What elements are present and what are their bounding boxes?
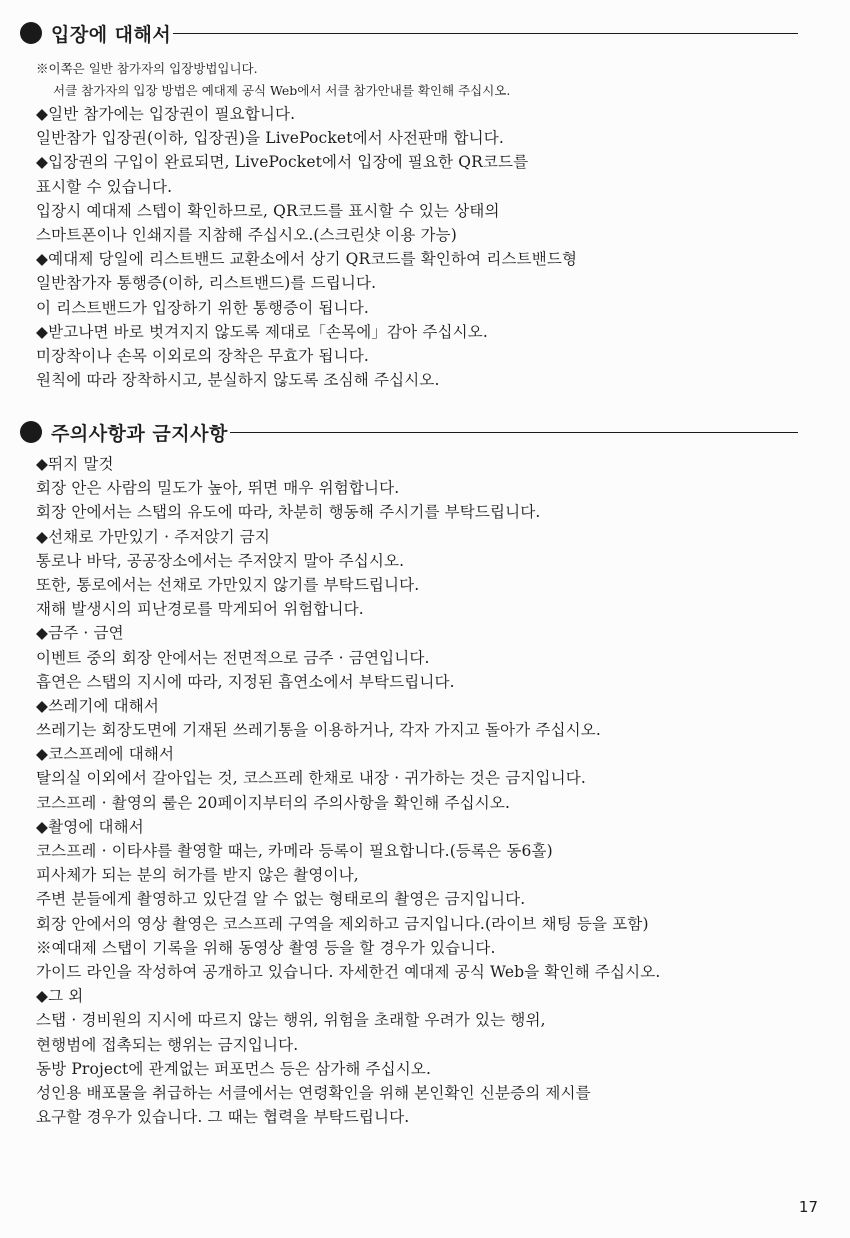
page-number: 17 — [798, 1198, 818, 1216]
text-line: ◆그 외 — [36, 987, 84, 1006]
text-line: ◆일반 참가에는 입장권이 필요합니다. — [36, 105, 296, 123]
text-line: ◆촬영에 대해서 — [36, 817, 144, 836]
section-header-admission — [20, 16, 798, 50]
text-line: 입장시 예대제 스텝이 확인하므로, QR코드를 표시할 수 있는 상태의 — [36, 201, 500, 220]
section-header-precautions — [20, 415, 798, 449]
text-line: ◆코스프레에 대해서 — [36, 745, 175, 764]
text-line: ◆받고나면 바로 벗겨지지 않도록 제대로「손목에」감아 주십시오. — [36, 322, 488, 341]
note-line: 서클 참가자의 입장 방법은 예대제 공식 Web에서 서클 참가안내를 확인해 주십시오. — [53, 83, 511, 98]
admission-body — [36, 58, 820, 392]
text-line: ◆쓰레기에 대해서 — [36, 696, 160, 715]
text-line: 또한, 통로에서는 선채로 가만있지 않기를 부탁드립니다. — [36, 575, 420, 594]
header-rule — [173, 33, 798, 34]
text-line: 흡연은 스탭의 지시에 따라, 지정된 흡연소에서 부탁드립니다. — [36, 672, 455, 691]
text-line: 쓰레기는 회장도면에 기재된 쓰레기통을 이용하거나, 각자 가지고 돌아가 주십시오. — [36, 721, 601, 740]
text-line: 표시할 수 있습니다. — [36, 177, 173, 196]
text-line: 가이드 라인을 작성하여 공개하고 있습니다. 자세한건 예대제 공식 Web을 확인해 주십시오. — [36, 962, 661, 981]
text-line: 탈의실 이외에서 갈아입는 것, 코스프레 한채로 내장 · 귀가하는 것은 금지입니다. — [36, 769, 586, 788]
text-line: 주변 분들에게 촬영하고 있단걸 알 수 없는 형태로의 촬영은 금지입니다. — [36, 890, 526, 909]
text-line: ◆뛰지 말것 — [36, 455, 114, 473]
text-line: ※예대제 스탭이 기록을 위해 동영상 촬영 등을 할 경우가 있습니다. — [36, 938, 496, 957]
text-line: 스탭 · 경비원의 지시에 따르지 않는 행위, 위험을 초래할 우려가 있는 행위, — [36, 1011, 546, 1030]
text-line: 스마트폰이나 인쇄지를 지참해 주십시오.(스크린샷 이용 가능) — [36, 225, 457, 244]
precautions-body — [36, 452, 820, 1129]
text-line: 피사체가 되는 분의 허가를 받지 않은 촬영이나, — [36, 866, 359, 885]
text-line: 원칙에 따라 장착하시고, 분실하지 않도록 조심해 주십시오. — [36, 371, 440, 390]
text-line: 일반참가 입장권(이하, 입장권)을 LivePocket에서 사전판매 합니다. — [36, 129, 504, 148]
text-line: 성인용 배포물을 취급하는 서클에서는 연령확인을 위해 본인확인 신분증의 제시를 — [36, 1083, 591, 1102]
note-line: ※이쪽은 일반 참가자의 입장방법입니다. — [36, 61, 258, 76]
text-line: 일반참가자 통행증(이하, 리스트밴드)를 드립니다. — [36, 274, 377, 293]
text-line: ◆예대제 당일에 리스트밴드 교환소에서 상기 QR코드를 확인하여 리스트밴드형 — [36, 250, 578, 269]
section-title: 주의사항과 금지사항 — [51, 422, 228, 445]
text-line: 재해 발생시의 피난경로를 막게되어 위험합니다. — [36, 600, 364, 619]
text-line: 회장 안에서의 영상 촬영은 코스프레 구역을 제외하고 금지입니다.(라이브 채팅 등을 포함) — [36, 914, 649, 933]
text-line: 동방 Project에 관계없는 퍼포먼스 등은 삼가해 주십시오. — [36, 1059, 432, 1078]
text-line: ◆선채로 가만있기 · 주저앉기 금지 — [36, 527, 271, 546]
text-line: ◆입장권의 구입이 완료되면, LivePocket에서 입장에 필요한 QR코드를 — [36, 153, 529, 172]
text-line: 현행범에 접촉되는 행위는 금지입니다. — [36, 1035, 299, 1054]
text-line: ◆금주 · 금연 — [36, 624, 124, 643]
text-line: 이 리스트밴드가 입장하기 위한 통행증이 됩니다. — [36, 298, 369, 317]
section-title: 입장에 대해서 — [51, 23, 172, 46]
text-line: 통로나 바닥, 공공장소에서는 주저앉지 말아 주십시오. — [36, 551, 405, 570]
text-line: 코스프레 · 이타샤를 촬영할 때는, 카메라 등록이 필요합니다.(등록은 동6홀) — [36, 842, 553, 860]
section-bullet-icon — [20, 22, 42, 44]
text-line: 회장 안에서는 스탭의 유도에 따라, 차분히 행동해 주시기를 부탁드립니다. — [36, 503, 541, 522]
text-line: 요구할 경우가 있습니다. 그 때는 협력을 부탁드립니다. — [36, 1108, 410, 1127]
text-line: 코스프레 · 촬영의 룰은 20페이지부터의 주의사항을 확인해 주십시오. — [36, 793, 511, 812]
text-line: 회장 안은 사람의 밀도가 높아, 뛰면 매우 위험합니다. — [36, 479, 400, 498]
text-line: 미장착이나 손목 이외로의 장착은 무효가 됩니다. — [36, 346, 369, 365]
header-rule — [230, 432, 798, 433]
text-line: 이벤트 중의 회장 안에서는 전면적으로 금주 · 금연입니다. — [36, 648, 430, 667]
section-bullet-icon — [20, 421, 42, 443]
